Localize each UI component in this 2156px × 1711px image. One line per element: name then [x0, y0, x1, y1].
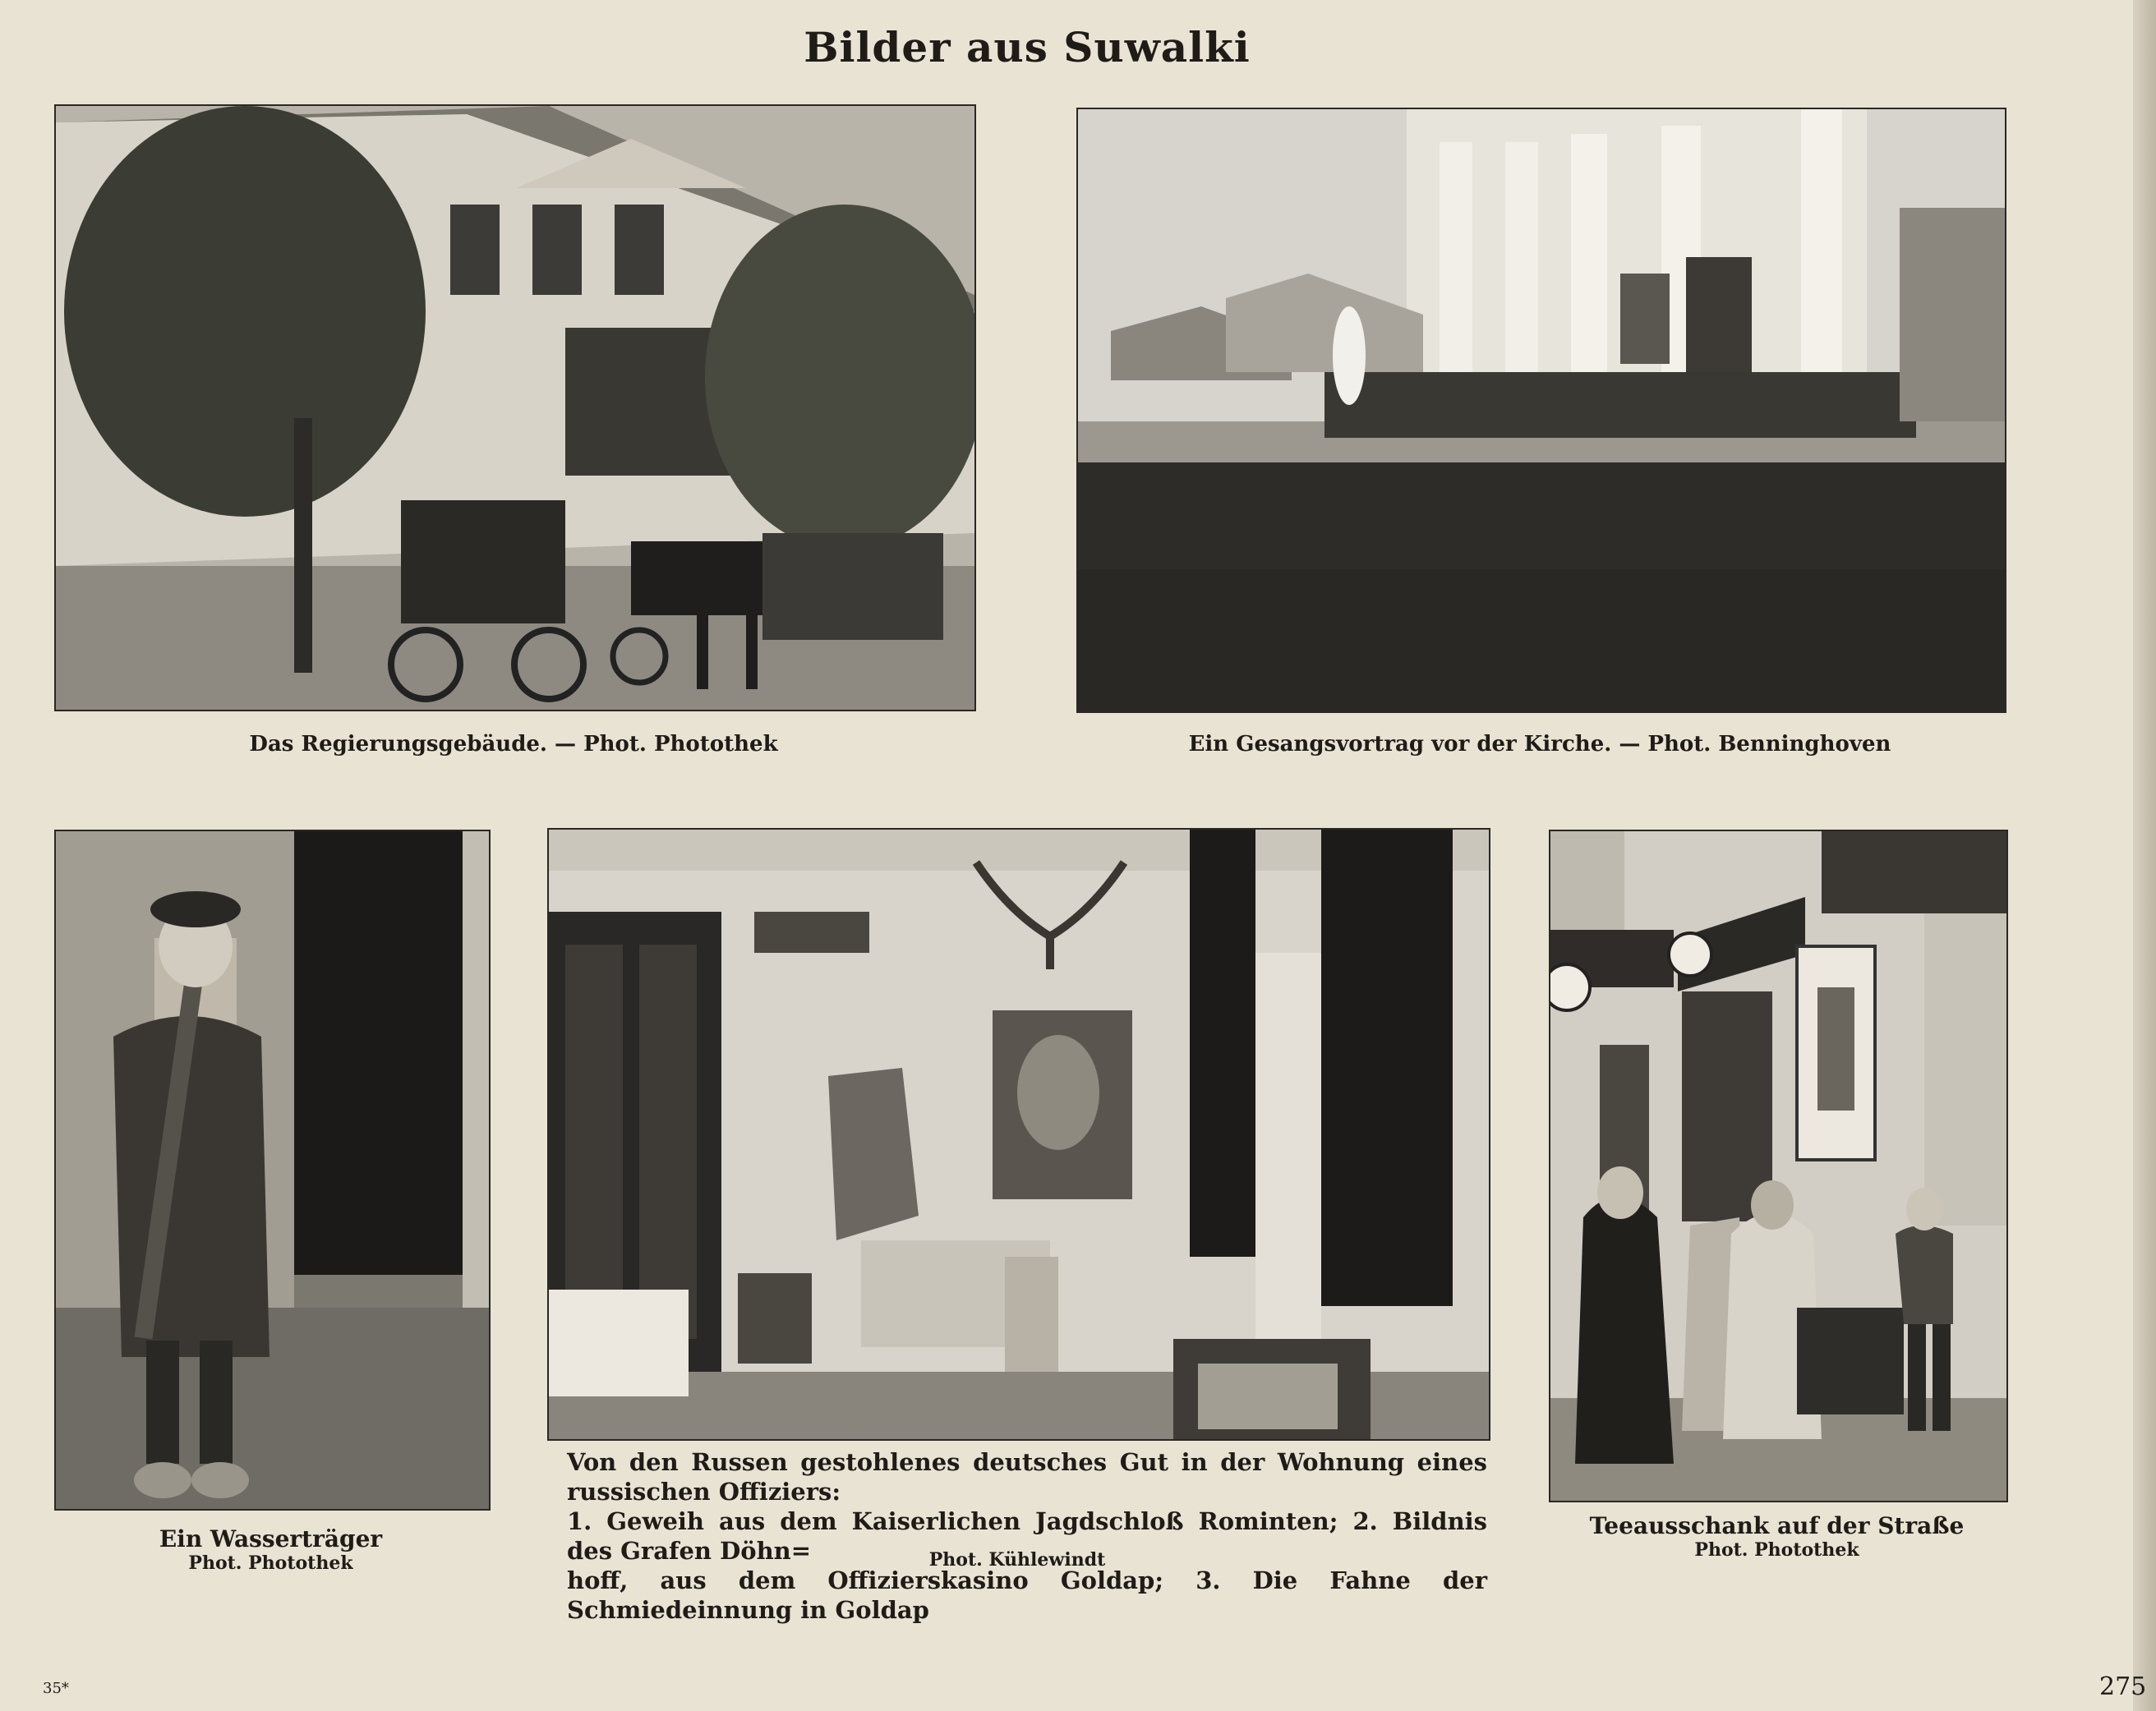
- caption-church-singing: Ein Gesangsvortrag vor der Kirche. — Phot. Benninghoven: [1188, 732, 1891, 757]
- page-number: 275: [2099, 1672, 2147, 1701]
- photo-government-building: [54, 104, 976, 711]
- photo-tea-stall: [1549, 830, 2008, 1502]
- photo-church-singing: [1076, 108, 2006, 713]
- signature-mark: 35*: [43, 1680, 69, 1697]
- photo-water-carrier: [54, 830, 491, 1511]
- caption-officer-apartment: [567, 1447, 1487, 1625]
- page-title: Bilder aus Suwalki: [804, 23, 1251, 71]
- credit-tea-stall: Phot. Photothek: [1694, 1539, 1859, 1561]
- caption-tea-stall: Teeausschank auf der Straße: [1589, 1512, 1965, 1539]
- credit-water-carrier: Phot. Photothek: [188, 1552, 353, 1574]
- caption-line-2: 1. Geweih aus dem Kaiserlichen Jagdschloß Rominten; 2. Bildnis des Grafen Döhn=: [567, 1507, 1487, 1565]
- caption-government-building: Das Regierungsgebäude. — Phot. Photothek: [249, 732, 778, 757]
- caption-line-3: hoff, aus dem Offizierskasino Goldap; 3. Die Fahne der Schmiedeinnung in Goldap: [567, 1566, 1487, 1624]
- photo-officer-apartment: [547, 828, 1490, 1441]
- caption-line-1: Von den Russen gestohlenes deutsches Gut in der Wohnung eines russischen Offiziers:: [567, 1448, 1487, 1506]
- caption-water-carrier: Ein Wasserträger: [159, 1525, 383, 1552]
- credit-officer-apartment: Phot. Kühlewindt: [928, 1549, 1106, 1571]
- page-edge: [2133, 0, 2156, 1711]
